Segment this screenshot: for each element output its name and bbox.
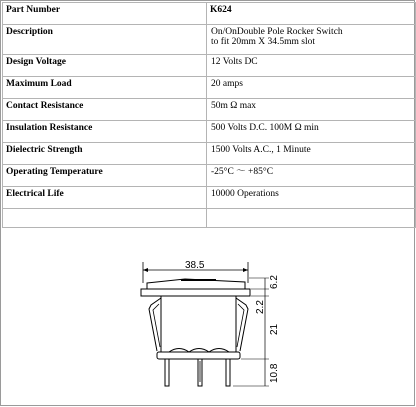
table-row bbox=[3, 77, 416, 99]
spec-value: 500 Volts D.C. 100M Ω min bbox=[207, 121, 416, 143]
width-label: 38.5 bbox=[185, 260, 205, 271]
spec-label: Description bbox=[3, 25, 207, 55]
spec-value bbox=[207, 25, 416, 55]
dim-label: 2.2 bbox=[255, 300, 266, 314]
spec-label: Contact Resistance bbox=[3, 99, 207, 121]
table-row bbox=[3, 99, 416, 121]
arrow-right bbox=[243, 268, 248, 272]
table-row bbox=[3, 165, 416, 187]
dim-label: 21 bbox=[269, 323, 280, 335]
arrow-left bbox=[143, 268, 148, 272]
table-row bbox=[3, 187, 416, 209]
table-row-empty bbox=[3, 209, 416, 228]
switch-flange bbox=[141, 289, 250, 296]
spec-value: 12 Volts DC bbox=[207, 55, 416, 77]
spec-value-line: On/OnDouble Pole Rocker Switch bbox=[211, 27, 343, 37]
spec-label: Operating Temperature bbox=[3, 165, 207, 187]
switch-base bbox=[157, 352, 240, 359]
spec-value: K624 bbox=[207, 3, 416, 25]
table-row bbox=[3, 121, 416, 143]
spec-value: -25°C ～ +85°C bbox=[207, 165, 416, 187]
spec-value: 10000 Operations bbox=[207, 187, 416, 209]
switch-body bbox=[161, 296, 236, 352]
terminal-pin bbox=[165, 359, 169, 386]
spec-value: 1500 Volts A.C., 1 Minute bbox=[207, 143, 416, 165]
spec-label: Dielectric Strength bbox=[3, 143, 207, 165]
terminal-pin bbox=[226, 359, 230, 386]
empty-cell bbox=[207, 209, 416, 228]
spec-value: 20 amps bbox=[207, 77, 416, 99]
spec-value-line: to fit 20mm X 34.5mm slot bbox=[211, 37, 315, 47]
spec-label: Design Voltage bbox=[3, 55, 207, 77]
spec-label: Insulation Resistance bbox=[3, 121, 207, 143]
switch-dimension-drawing bbox=[1, 249, 415, 406]
table-row bbox=[3, 3, 416, 25]
dim-label: 6.2 bbox=[269, 275, 280, 289]
spec-label: Electrical Life bbox=[3, 187, 207, 209]
clip-left-inner bbox=[153, 304, 160, 347]
table-row bbox=[3, 55, 416, 77]
spec-value: 50m Ω max bbox=[207, 99, 416, 121]
dim-label: 10.8 bbox=[269, 363, 280, 383]
specifications-table bbox=[2, 2, 416, 228]
table-row bbox=[3, 143, 416, 165]
spec-label: Maximum Load bbox=[3, 77, 207, 99]
spec-label: Part Number bbox=[3, 3, 207, 25]
table-row bbox=[3, 25, 416, 55]
clip-right-inner bbox=[237, 304, 244, 347]
empty-cell bbox=[3, 209, 207, 228]
